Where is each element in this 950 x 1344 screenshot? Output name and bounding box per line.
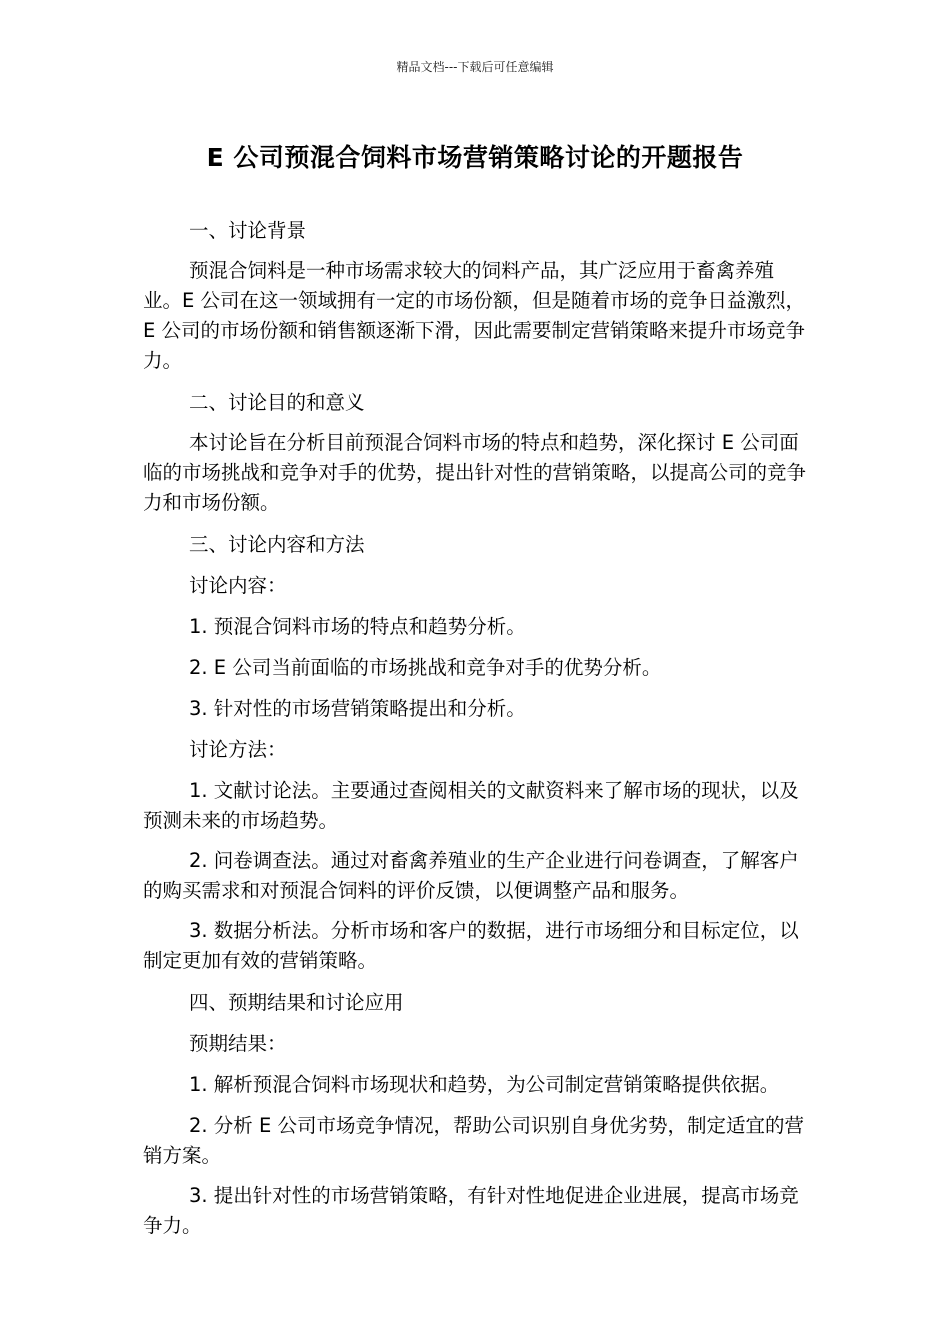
list-item: 3. 提出针对性的市场营销策略，有针对性地促进企业进展，提高市场竞争力。 <box>143 1184 799 1237</box>
section-heading-background: 一、讨论背景 <box>189 219 307 242</box>
list-item: 2. 分析 E 公司市场竞争情况，帮助公司识别自身优劣势，制定适宜的营销方案。 <box>143 1114 805 1167</box>
subheading-method: 讨论方法： <box>189 738 287 761</box>
section-heading-purpose: 二、讨论目的和意义 <box>189 391 365 414</box>
list-item: 1. 文献讨论法。主要通过查阅相关的文献资料来了解市场的现状，以及预测未来的市场趋势。 <box>143 779 799 832</box>
list-item: 2. 问卷调查法。通过对畜禽养殖业的生产企业进行问卷调查，了解客户的购买需求和对预混合饲料的评价反馈，以便调整产品和服务。 <box>143 849 799 902</box>
section-heading-content-method: 三、讨论内容和方法 <box>189 533 365 556</box>
section-heading-expected-results: 四、预期结果和讨论应用 <box>189 991 404 1014</box>
header-note: 精品文档---下载后可任意编辑 <box>396 60 554 74</box>
paragraph-purpose: 本讨论旨在分析目前预混合饲料市场的特点和趋势，深化探讨 E 公司面临的市场挑战和竞争对手的优势，提出针对性的营销策略，以提高公司的竞争力和市场份额。 <box>143 431 807 514</box>
subheading-results: 预期结果： <box>189 1032 287 1055</box>
list-item: 2. E 公司当前面临的市场挑战和竞争对手的优势分析。 <box>189 656 662 679</box>
paragraph-background: 预混合饲料是一种市场需求较大的饲料产品，其广泛应用于畜禽养殖业。E 公司在这一领域拥有一定的市场份额，但是随着市场的竞争日益激烈，E 公司的市场份额和销售额逐渐下滑，因此需要制定营销策略来提升市场竞争力。 <box>143 259 806 372</box>
document-title: E 公司预混合饲料市场营销策略讨论的开题报告 <box>206 143 744 172</box>
subheading-content: 讨论内容： <box>189 574 287 597</box>
list-item: 3. 针对性的市场营销策略提出和分析。 <box>189 697 526 720</box>
document-body <box>143 216 808 1241</box>
list-item: 3. 数据分析法。分析市场和客户的数据，进行市场细分和目标定位，以制定更加有效的营销策略。 <box>143 919 799 972</box>
list-item: 1. 解析预混合饲料市场现状和趋势，为公司制定营销策略提供依据。 <box>189 1073 780 1096</box>
list-item: 1. 预混合饲料市场的特点和趋势分析。 <box>189 615 526 638</box>
